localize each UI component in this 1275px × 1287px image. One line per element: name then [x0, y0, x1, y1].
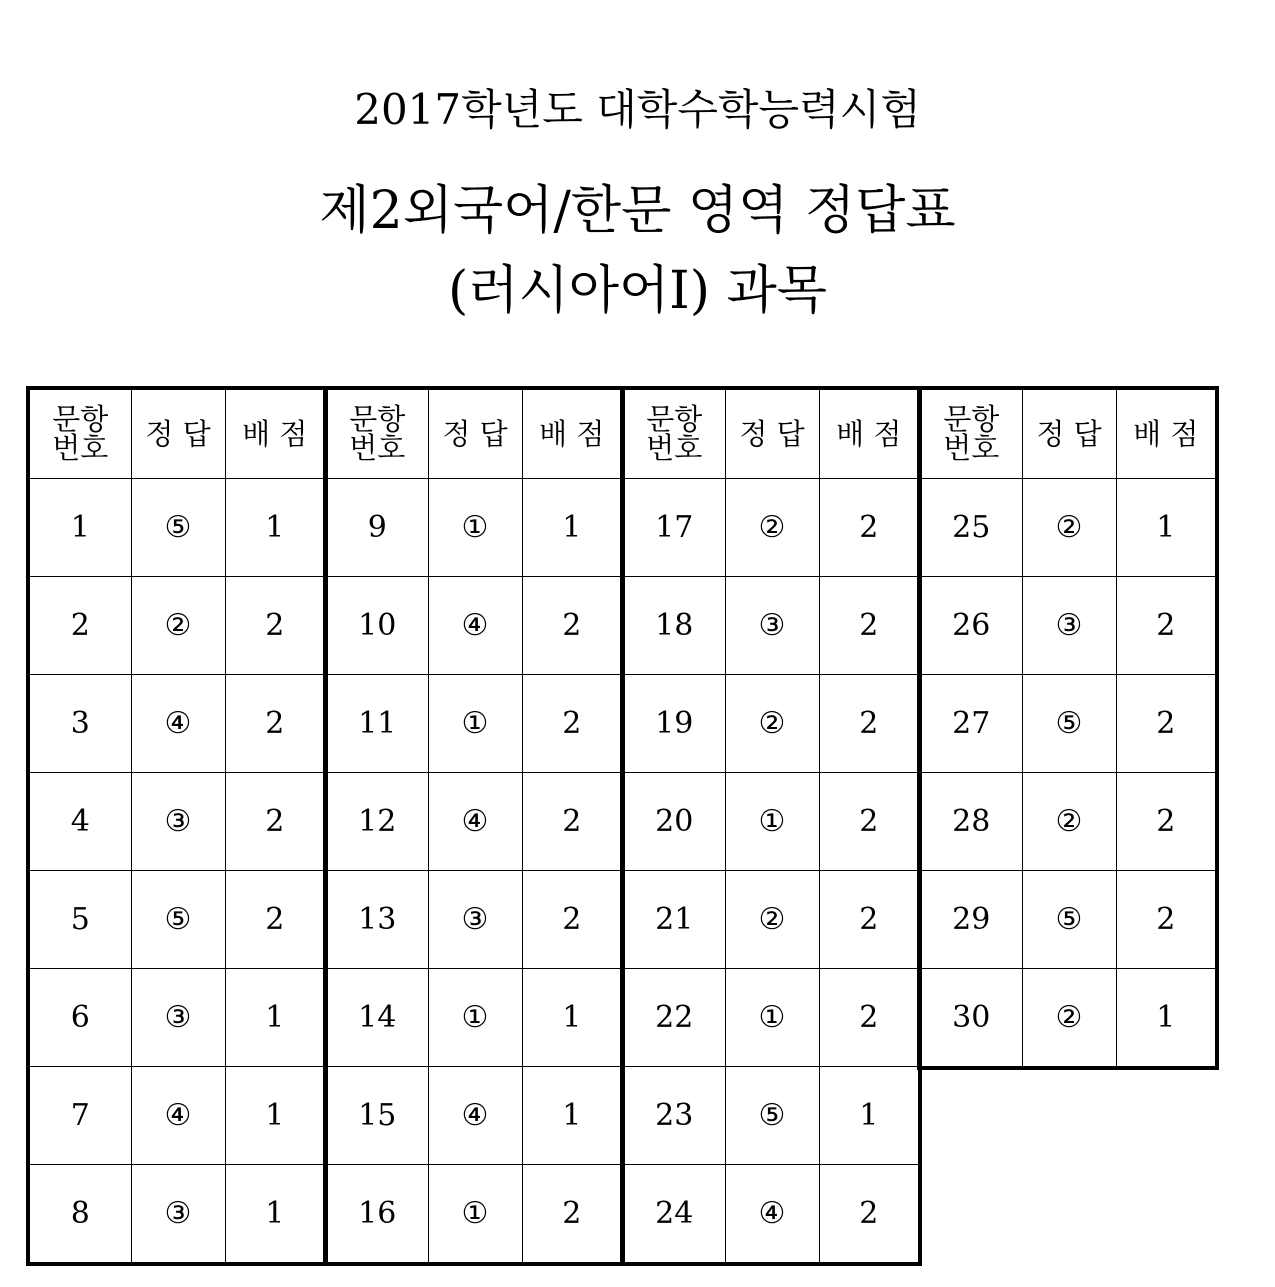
answer-value: ② — [1022, 479, 1116, 577]
score-value: 1 — [225, 1067, 326, 1165]
score-value: 2 — [522, 773, 623, 871]
header-answer: 정 답 — [1022, 388, 1116, 479]
table-row — [325, 577, 623, 675]
score-value: 2 — [819, 675, 920, 773]
table-row — [622, 479, 920, 577]
table-row — [28, 1165, 326, 1265]
score-value: 2 — [819, 577, 920, 675]
answer-value: ⑤ — [131, 871, 225, 969]
score-value: 2 — [1116, 675, 1217, 773]
score-value: 2 — [1116, 773, 1217, 871]
header-row — [325, 388, 623, 479]
subject-title: (러시아어Ⅰ) 과목 — [447, 261, 828, 321]
header-score: 배 점 — [225, 388, 326, 479]
answer-value: ② — [131, 577, 225, 675]
header-question-number: 문항 번호 — [919, 388, 1022, 479]
answer-value: ③ — [131, 1165, 225, 1265]
question-number: 30 — [919, 969, 1022, 1069]
header-answer: 정 답 — [131, 388, 225, 479]
answer-value: ③ — [725, 577, 819, 675]
answer-value: ⑤ — [1022, 871, 1116, 969]
table-row — [622, 1067, 920, 1165]
table-row — [28, 773, 326, 871]
answer-value: ④ — [131, 675, 225, 773]
table-row — [325, 773, 623, 871]
question-number: 23 — [622, 1067, 725, 1165]
table-row — [622, 871, 920, 969]
table-row — [28, 479, 326, 577]
question-number: 8 — [28, 1165, 131, 1265]
answer-value: ⑤ — [725, 1067, 819, 1165]
answer-value: ④ — [725, 1165, 819, 1265]
score-value: 2 — [1116, 871, 1217, 969]
answer-value: ④ — [428, 1067, 522, 1165]
question-number: 27 — [919, 675, 1022, 773]
question-number: 5 — [28, 871, 131, 969]
answer-value: ④ — [428, 577, 522, 675]
exam-title: 2017학년도 대학수학능력시험 — [354, 85, 921, 134]
answer-value: ① — [428, 675, 522, 773]
answer-value: ③ — [428, 871, 522, 969]
score-value: 2 — [819, 969, 920, 1067]
question-number: 18 — [622, 577, 725, 675]
question-number: 21 — [622, 871, 725, 969]
score-value: 2 — [819, 479, 920, 577]
table-row — [622, 773, 920, 871]
table-row — [325, 969, 623, 1067]
header-question-number: 문항 번호 — [325, 388, 428, 479]
table-row — [919, 577, 1217, 675]
table-row — [919, 871, 1217, 969]
score-value: 1 — [225, 969, 326, 1067]
question-number: 22 — [622, 969, 725, 1067]
answer-value: ① — [428, 479, 522, 577]
header-row — [919, 388, 1217, 479]
table-row — [28, 871, 326, 969]
header-score: 배 점 — [819, 388, 920, 479]
question-number: 16 — [325, 1165, 428, 1265]
answer-value: ② — [725, 675, 819, 773]
answer-value: ② — [1022, 969, 1116, 1069]
question-number: 9 — [325, 479, 428, 577]
question-number: 24 — [622, 1165, 725, 1265]
score-value: 2 — [819, 773, 920, 871]
question-number: 14 — [325, 969, 428, 1067]
answer-value: ⑤ — [131, 479, 225, 577]
question-number: 26 — [919, 577, 1022, 675]
question-number: 1 — [28, 479, 131, 577]
score-value: 1 — [1116, 479, 1217, 577]
answer-value: ④ — [428, 773, 522, 871]
table-row — [325, 1067, 623, 1165]
table-row — [622, 675, 920, 773]
score-value: 2 — [225, 675, 326, 773]
answer-value: ③ — [131, 773, 225, 871]
answer-value: ② — [725, 871, 819, 969]
question-number: 7 — [28, 1067, 131, 1165]
answer-value: ⑤ — [1022, 675, 1116, 773]
answer-value: ③ — [1022, 577, 1116, 675]
answer-value: ① — [725, 969, 819, 1067]
score-value: 2 — [522, 1165, 623, 1265]
question-number: 12 — [325, 773, 428, 871]
section-title: 제2외국어/한문 영역 정답표 — [319, 181, 956, 241]
answer-value: ④ — [131, 1067, 225, 1165]
question-number: 6 — [28, 969, 131, 1067]
answer-block-3 — [620, 386, 922, 1266]
answer-block-1 — [26, 386, 328, 1266]
table-row — [919, 479, 1217, 577]
table-row — [622, 969, 920, 1067]
question-number: 29 — [919, 871, 1022, 969]
table-row — [325, 1165, 623, 1265]
table-row — [28, 969, 326, 1067]
score-value: 1 — [1116, 969, 1217, 1069]
question-number: 15 — [325, 1067, 428, 1165]
score-value: 2 — [522, 871, 623, 969]
answer-value: ③ — [131, 969, 225, 1067]
score-value: 2 — [1116, 577, 1217, 675]
score-value: 1 — [225, 479, 326, 577]
question-number: 20 — [622, 773, 725, 871]
table-row — [325, 871, 623, 969]
question-number: 4 — [28, 773, 131, 871]
header-score: 배 점 — [1116, 388, 1217, 479]
table-row — [919, 969, 1217, 1069]
table-row — [325, 479, 623, 577]
answer-value: ① — [725, 773, 819, 871]
score-value: 1 — [819, 1067, 920, 1165]
table-row — [919, 773, 1217, 871]
question-number: 17 — [622, 479, 725, 577]
question-number: 25 — [919, 479, 1022, 577]
header-answer: 정 답 — [725, 388, 819, 479]
question-number: 10 — [325, 577, 428, 675]
header-row — [28, 388, 326, 479]
question-number: 11 — [325, 675, 428, 773]
answer-block-2 — [323, 386, 625, 1266]
header-question-number: 문항 번호 — [622, 388, 725, 479]
table-row — [622, 577, 920, 675]
score-value: 2 — [522, 675, 623, 773]
question-number: 2 — [28, 577, 131, 675]
header-row — [622, 388, 920, 479]
question-number: 19 — [622, 675, 725, 773]
score-value: 1 — [522, 479, 623, 577]
score-value: 2 — [522, 577, 623, 675]
score-value: 2 — [225, 871, 326, 969]
score-value: 2 — [819, 871, 920, 969]
answer-value: ① — [428, 1165, 522, 1265]
header-question-number: 문항 번호 — [28, 388, 131, 479]
table-row — [919, 675, 1217, 773]
answer-block-4 — [917, 386, 1219, 1070]
answer-value: ② — [725, 479, 819, 577]
score-value: 1 — [522, 969, 623, 1067]
answer-value: ② — [1022, 773, 1116, 871]
header-score: 배 점 — [522, 388, 623, 479]
score-value: 1 — [225, 1165, 326, 1265]
score-value: 2 — [819, 1165, 920, 1265]
score-value: 1 — [522, 1067, 623, 1165]
question-number: 3 — [28, 675, 131, 773]
table-row — [28, 577, 326, 675]
table-row — [622, 1165, 920, 1265]
table-row — [28, 1067, 326, 1165]
header-answer: 정 답 — [428, 388, 522, 479]
question-number: 28 — [919, 773, 1022, 871]
score-value: 2 — [225, 773, 326, 871]
table-row — [28, 675, 326, 773]
table-row — [325, 675, 623, 773]
question-number: 13 — [325, 871, 428, 969]
answer-value: ① — [428, 969, 522, 1067]
score-value: 2 — [225, 577, 326, 675]
